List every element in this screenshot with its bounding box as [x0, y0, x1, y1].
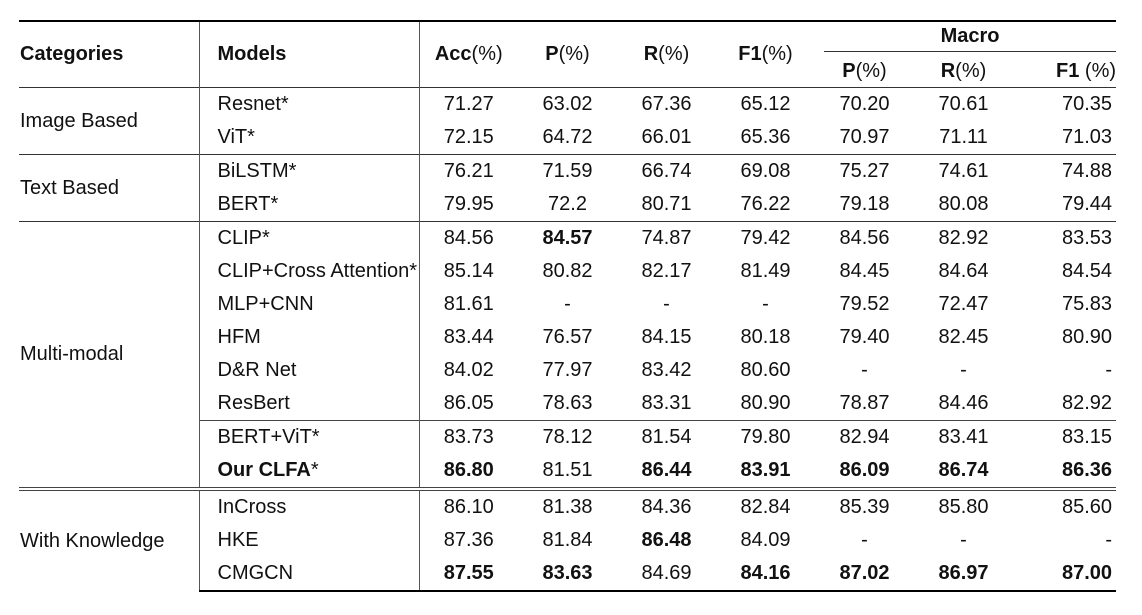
- header-models-label: Models: [217, 43, 287, 65]
- value-cell: 81.51: [542, 459, 593, 481]
- value-cell: 84.09: [740, 529, 791, 551]
- value-cell: 84.69: [617, 557, 716, 591]
- value-cell: 81.54: [617, 421, 716, 455]
- value-cell: 83.91: [740, 459, 791, 481]
- value-cell: -: [1105, 529, 1113, 551]
- table-row: [19, 489, 1116, 524]
- header-models: [199, 21, 419, 88]
- value-cell: 71.11: [939, 126, 988, 148]
- value-cell: 65.36: [740, 126, 791, 148]
- value-cell: 71.27: [419, 88, 518, 122]
- header-acc-bold: Acc: [434, 43, 472, 65]
- value-cell: 79.95: [443, 193, 494, 215]
- value-cell: 80.82: [542, 260, 593, 282]
- value-cell: 85.60: [1013, 489, 1116, 524]
- value-cell: 71.59: [518, 155, 617, 189]
- value-cell: 79.44: [1061, 193, 1113, 215]
- header-f1-bold: F1: [738, 43, 762, 65]
- header-acc: [419, 21, 518, 88]
- model-name-cell: CLIP+Cross Attention*: [199, 255, 419, 288]
- value-cell: 86.48: [641, 529, 692, 551]
- value-cell: 79.42: [716, 222, 815, 256]
- value-cell: 82.45: [938, 326, 989, 348]
- value-cell: 84.57: [518, 222, 617, 256]
- value-cell: 70.35: [1013, 88, 1116, 122]
- value-cell: 72.47: [938, 293, 989, 315]
- value-cell: 83.73: [419, 421, 518, 455]
- value-cell: 87.55: [419, 557, 518, 591]
- value-cell: 74.87: [617, 222, 716, 256]
- value-cell: 76.22: [740, 193, 791, 215]
- value-cell: 74.61: [914, 155, 1013, 189]
- header-r-bold: R: [643, 43, 659, 65]
- value-cell: 83.31: [641, 392, 692, 414]
- value-cell: 76.21: [419, 155, 518, 189]
- value-cell: 86.36: [1061, 459, 1113, 481]
- header-f1-unit: (%): [761, 43, 793, 65]
- value-cell: 70.97: [839, 126, 890, 148]
- value-cell: 82.92: [1061, 392, 1113, 414]
- value-cell: 83.41: [914, 421, 1013, 455]
- header-macro-p-unit: (%): [855, 59, 887, 82]
- value-cell: -: [762, 293, 769, 315]
- header-r-unit: (%): [658, 43, 690, 65]
- value-cell: -: [960, 529, 967, 551]
- value-cell: 80.90: [740, 392, 791, 414]
- value-cell: -: [663, 293, 670, 315]
- value-cell: 84.54: [1061, 260, 1113, 282]
- header-acc-unit: (%): [471, 43, 503, 65]
- value-cell: 67.36: [617, 88, 716, 122]
- value-cell: 75.83: [1061, 293, 1113, 315]
- model-name-cell: CMGCN: [199, 557, 419, 591]
- value-cell: 84.16: [716, 557, 815, 591]
- value-cell: 83.15: [1013, 421, 1116, 455]
- value-cell: 80.18: [740, 326, 791, 348]
- value-cell: 84.56: [815, 222, 914, 256]
- model-name-cell: Resnet*: [199, 88, 419, 122]
- header-macro-r-unit: (%): [955, 59, 987, 82]
- model-name-cell: CLIP*: [199, 222, 419, 256]
- value-cell: 86.09: [839, 459, 890, 481]
- value-cell: 84.15: [641, 326, 692, 348]
- header-categories-label: Categories: [20, 43, 124, 65]
- table-body: [19, 88, 1116, 592]
- model-name-cell: [199, 454, 419, 489]
- model-name-cell: D&R Net: [199, 354, 419, 387]
- value-cell: 86.05: [443, 392, 494, 414]
- header-f1: [716, 21, 815, 88]
- value-cell: 86.80: [443, 459, 494, 481]
- value-cell: 69.08: [716, 155, 815, 189]
- header-p-unit: (%): [558, 43, 590, 65]
- model-name-cell: BERT*: [199, 188, 419, 222]
- value-cell: 76.57: [542, 326, 593, 348]
- value-cell: 83.63: [518, 557, 617, 591]
- results-table: [19, 20, 1116, 592]
- value-cell: -: [564, 293, 571, 315]
- value-cell: 63.02: [518, 88, 617, 122]
- value-cell: 80.71: [641, 193, 692, 215]
- model-name-cell: BiLSTM*: [199, 155, 419, 189]
- value-cell: 79.52: [839, 293, 890, 315]
- category-cell: Multi-modal: [19, 222, 199, 490]
- value-cell: 87.00: [1013, 557, 1116, 591]
- value-cell: 66.01: [641, 126, 692, 148]
- model-name-cell: HFM: [199, 321, 419, 354]
- macro-cmidrule: [824, 25, 1116, 52]
- value-cell: -: [861, 529, 868, 551]
- value-cell: 66.74: [617, 155, 716, 189]
- category-cell: Image Based: [19, 88, 199, 155]
- value-cell: 87.36: [443, 529, 494, 551]
- table-row: [19, 222, 1116, 256]
- table-header: [19, 21, 1116, 88]
- value-cell: 84.64: [938, 260, 989, 282]
- header-macro-p: [815, 55, 914, 88]
- category-cell: Text Based: [19, 155, 199, 222]
- value-cell: 79.80: [716, 421, 815, 455]
- value-cell: 82.92: [914, 222, 1013, 256]
- value-cell: 83.53: [1013, 222, 1116, 256]
- model-name-cell: BERT+ViT*: [199, 421, 419, 455]
- value-cell: 83.42: [641, 359, 692, 381]
- table-row: [19, 88, 1116, 122]
- value-cell: 78.12: [518, 421, 617, 455]
- value-cell: 82.84: [716, 489, 815, 524]
- value-cell: 81.49: [740, 260, 791, 282]
- header-macro-p-bold: P: [842, 59, 856, 82]
- value-cell: 70.20: [815, 88, 914, 122]
- value-cell: 78.63: [542, 392, 593, 414]
- value-cell: 82.94: [815, 421, 914, 455]
- value-cell: 85.39: [815, 489, 914, 524]
- value-cell: 84.46: [938, 392, 989, 414]
- value-cell: 80.60: [740, 359, 791, 381]
- header-categories: [19, 21, 199, 88]
- value-cell: 82.17: [641, 260, 692, 282]
- header-macro-r-bold: R: [940, 59, 956, 82]
- model-name-cell: InCross: [199, 489, 419, 524]
- value-cell: 65.12: [716, 88, 815, 122]
- value-cell: 83.44: [443, 326, 494, 348]
- value-cell: 84.45: [839, 260, 890, 282]
- value-cell: 81.38: [518, 489, 617, 524]
- value-cell: -: [960, 359, 967, 381]
- value-cell: 87.02: [815, 557, 914, 591]
- value-cell: 86.10: [419, 489, 518, 524]
- value-cell: 86.74: [938, 459, 989, 481]
- value-cell: 72.2: [548, 193, 587, 215]
- header-p: [518, 21, 617, 88]
- value-cell: 71.03: [1061, 126, 1113, 148]
- value-cell: 72.15: [443, 126, 494, 148]
- value-cell: 75.27: [815, 155, 914, 189]
- value-cell: 84.02: [443, 359, 494, 381]
- header-macro-f1: [1013, 55, 1116, 88]
- value-cell: 86.97: [914, 557, 1013, 591]
- model-name-cell: ResBert: [199, 387, 419, 421]
- value-cell: 70.61: [914, 88, 1013, 122]
- value-cell: 81.84: [542, 529, 593, 551]
- header-macro-r: [914, 55, 1013, 88]
- model-name-cell: ViT*: [199, 121, 419, 155]
- model-name-cell: MLP+CNN: [199, 288, 419, 321]
- table-row: [19, 155, 1116, 189]
- header-macro-f1-unit: (%): [1079, 59, 1117, 82]
- value-cell: 64.72: [542, 126, 593, 148]
- value-cell: 81.61: [443, 293, 494, 315]
- value-cell: 79.40: [839, 326, 890, 348]
- value-cell: 86.44: [641, 459, 692, 481]
- value-cell: 85.14: [443, 260, 494, 282]
- value-cell: 77.97: [542, 359, 593, 381]
- model-name-cell: HKE: [199, 524, 419, 557]
- model-name-bold: Our CLFA: [217, 459, 311, 481]
- model-name-suffix: *: [310, 459, 319, 481]
- header-p-bold: P: [545, 43, 559, 65]
- header-r: [617, 21, 716, 88]
- category-cell: With Knowledge: [19, 489, 199, 591]
- value-cell: -: [861, 359, 868, 381]
- value-cell: 85.80: [914, 489, 1013, 524]
- header-macro-f1-bold: F1: [1056, 59, 1080, 82]
- value-cell: 84.36: [617, 489, 716, 524]
- value-cell: 78.87: [839, 392, 890, 414]
- value-cell: 84.56: [419, 222, 518, 256]
- value-cell: -: [1105, 359, 1113, 381]
- header-macro: [815, 21, 1116, 55]
- header-macro-label: Macro: [940, 25, 1000, 47]
- value-cell: 74.88: [1013, 155, 1116, 189]
- value-cell: 80.90: [1061, 326, 1113, 348]
- value-cell: 80.08: [938, 193, 989, 215]
- value-cell: 79.18: [839, 193, 890, 215]
